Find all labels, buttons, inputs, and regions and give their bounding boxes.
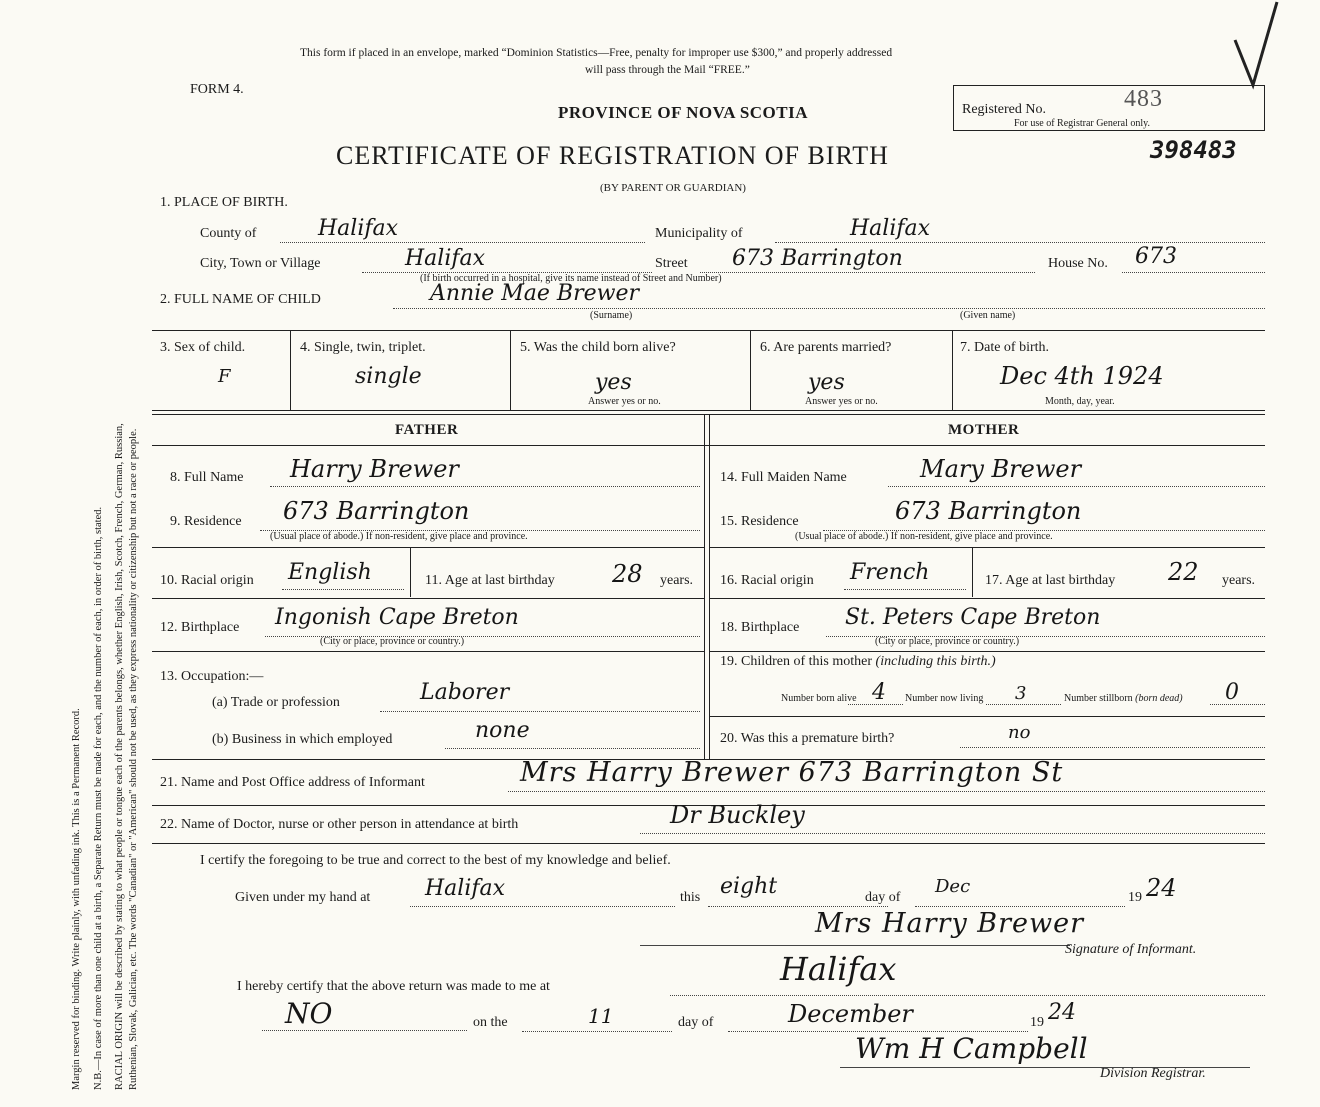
trade-value: Laborer — [420, 680, 510, 705]
stamp-number: 398483 — [1150, 136, 1237, 164]
signature-informant-label: Signature of Informant. — [1065, 942, 1197, 957]
sex-value: F — [218, 366, 231, 387]
given-name-note: (Given name) — [960, 310, 1016, 321]
day-of-label: day of — [865, 890, 901, 905]
margin-note-nb: N.B.—In case of more than one child at a birth, a Separate Return must be made for each, and the number of each, in order of birth, stated. — [93, 506, 104, 1090]
mother-birthplace-note: (City or place, province or country.) — [875, 636, 1020, 647]
surname-note: (Surname) — [590, 310, 633, 321]
stillborn-value: 0 — [1225, 680, 1239, 705]
father-heading: FATHER — [395, 422, 459, 438]
father-birthplace-value: Ingonish Cape Breton — [275, 605, 519, 630]
mother-birthplace-label: 18. Birthplace — [720, 620, 800, 635]
father-residence-label: 9. Residence — [170, 514, 242, 529]
mother-name-value: Mary Brewer — [920, 455, 1082, 483]
children-label-text: 19. Children of this mother — [720, 654, 873, 669]
father-residence-note: (Usual place of abode.) If non-resident, give place and province. — [270, 531, 528, 542]
mother-birthplace-value: St. Peters Cape Breton — [845, 605, 1101, 630]
parents-married-label: 6. Are parents married? — [760, 340, 892, 355]
date-of-birth-note: Month, day, year. — [1045, 396, 1115, 407]
child-name-value: Annie Mae Brewer — [430, 281, 639, 306]
given-month-value: Dec — [935, 876, 971, 897]
mother-heading: MOTHER — [948, 422, 1020, 438]
registrar-month-value: December — [788, 1000, 913, 1028]
father-age-label: 11. Age at last birthday — [425, 573, 555, 588]
informant-signature: Mrs Harry Brewer — [815, 908, 1085, 939]
check-mark-icon — [1225, 0, 1285, 100]
stillborn-italic: (born dead) — [1135, 693, 1183, 704]
place-of-birth-label: 1. PLACE OF BIRTH. — [160, 195, 288, 210]
father-age-unit: years. — [660, 573, 694, 588]
born-alive-label: 5. Was the child born alive? — [520, 340, 676, 355]
business-value: none — [475, 718, 530, 743]
mother-name-label: 14. Full Maiden Name — [720, 470, 847, 485]
mother-age-unit: years. — [1222, 573, 1256, 588]
registrar-day-of-label: day of — [678, 1015, 714, 1030]
father-name-value: Harry Brewer — [290, 455, 459, 483]
mother-residence-note: (Usual place of abode.) If non-resident, give place and province. — [795, 531, 1053, 542]
sex-label: 3. Sex of child. — [160, 340, 246, 355]
father-birthplace-label: 12. Birthplace — [160, 620, 240, 635]
father-birthplace-note: (City or place, province or country.) — [320, 636, 465, 647]
registered-note: For use of Registrar General only. — [1014, 118, 1150, 129]
father-racial-label: 10. Racial origin — [160, 573, 254, 588]
mail-notice: This form if placed in an envelope, marked “Dominion Statistics—Free, penalty for improper use $300,” and properly addressed — [300, 47, 893, 59]
trade-label: (a) Trade or profession — [212, 695, 340, 710]
father-age-value: 28 — [612, 560, 643, 588]
municipality-label: Municipality of — [655, 226, 743, 241]
county-value: Halifax — [318, 216, 399, 241]
mother-racial-value: French — [850, 560, 930, 585]
street-label: Street — [655, 256, 688, 271]
plurality-value: single — [355, 364, 422, 389]
mother-age-value: 22 — [1168, 558, 1199, 586]
registered-number-box — [953, 85, 1265, 131]
mail-notice-free: will pass through the Mail “FREE.” — [585, 64, 750, 76]
given-year-prefix: 19 — [1128, 890, 1142, 905]
certification-statement: I certify the foregoing to be true and correct to the best of my knowledge and belief. — [200, 853, 671, 868]
now-living-value: 3 — [1015, 683, 1027, 704]
father-name-label: 8. Full Name — [170, 470, 244, 485]
child-name-label: 2. FULL NAME OF CHILD — [160, 292, 321, 307]
on-the-label: on the — [473, 1015, 508, 1030]
parents-married-value: yes — [808, 370, 845, 395]
house-label: House No. — [1048, 256, 1108, 271]
parents-married-note: Answer yes or no. — [805, 396, 878, 407]
father-residence-value: 673 Barrington — [283, 497, 470, 525]
children-label — [720, 654, 996, 670]
born-alive-note: Answer yes or no. — [588, 396, 661, 407]
city-value: Halifax — [405, 246, 486, 271]
registrar-year-value: 24 — [1048, 1000, 1076, 1025]
date-of-birth-label: 7. Date of birth. — [960, 340, 1050, 355]
margin-note-racial-2: Ruthenian, Slovak, Galician, etc. The words "Canadian" or "American" should not be used, as they express nationality or citizenship but not a race or people. — [128, 428, 139, 1090]
mother-racial-label: 16. Racial origin — [720, 573, 814, 588]
municipality-value: Halifax — [850, 216, 931, 241]
province-heading: PROVINCE OF NOVA SCOTIA — [558, 103, 809, 122]
registrar-day-value: 11 — [588, 1004, 614, 1028]
registrar-signature: Wm H Campbell — [855, 1032, 1088, 1065]
registrar-place-value: Halifax — [780, 950, 897, 988]
stillborn-label — [1064, 693, 1183, 704]
house-value: 673 — [1135, 244, 1177, 269]
doctor-label: 22. Name of Doctor, nurse or other person in attendance at birth — [160, 817, 519, 832]
registered-label: Registered No. — [962, 102, 1046, 117]
informant-label: 21. Name and Post Office address of Informant — [160, 775, 425, 790]
doctor-value: Dr Buckley — [670, 801, 805, 829]
given-year-value: 24 — [1146, 874, 1177, 902]
registrar-extra-value: NO — [285, 997, 333, 1030]
born-alive-count-label: Number born alive — [781, 693, 857, 704]
date-of-birth-value: Dec 4th 1924 — [1000, 362, 1164, 390]
certificate-subtitle: (BY PARENT OR GUARDIAN) — [600, 182, 746, 194]
division-registrar-label: Division Registrar. — [1100, 1066, 1206, 1081]
street-value: 673 Barrington — [732, 246, 903, 271]
given-under-label: Given under my hand at — [235, 890, 371, 905]
born-alive-count-value: 4 — [872, 680, 886, 705]
margin-note-binding: Margin reserved for binding. Write plainly, with unfading ink. This is a Permanent Record. — [71, 708, 82, 1090]
county-label: County of — [200, 226, 257, 241]
city-label: City, Town or Village — [200, 256, 321, 271]
registrar-year-prefix: 19 — [1030, 1015, 1044, 1030]
occupation-label: 13. Occupation:— — [160, 669, 264, 684]
business-label: (b) Business in which employed — [212, 732, 393, 747]
children-label-italic: (including this birth.) — [875, 654, 996, 669]
mother-age-label: 17. Age at last birthday — [985, 573, 1116, 588]
plurality-label: 4. Single, twin, triplet. — [300, 340, 426, 355]
margin-note-racial-1: RACIAL ORIGIN will be described by stating to what people or tongue each of the parents belongs, whether English, Irish, Scotch, French, German, Russian, — [114, 423, 125, 1090]
this-day-value: eight — [720, 874, 778, 899]
now-living-label: Number now living — [905, 693, 984, 704]
mother-residence-value: 673 Barrington — [895, 497, 1082, 525]
registrar-statement: I hereby certify that the above return was made to me at — [237, 979, 550, 994]
premature-label: 20. Was this a premature birth? — [720, 731, 895, 746]
registered-value: 483 — [1124, 86, 1163, 112]
born-alive-value: yes — [595, 370, 632, 395]
mother-residence-label: 15. Residence — [720, 514, 799, 529]
certificate-title: CERTIFICATE OF REGISTRATION OF BIRTH — [336, 141, 889, 170]
hospital-note: (If birth occurred in a hospital, give its name instead of Street and Number) — [420, 273, 722, 284]
this-label: this — [680, 890, 701, 905]
form-number: FORM 4. — [190, 82, 244, 97]
given-place-value: Halifax — [425, 876, 506, 901]
father-racial-value: English — [288, 560, 372, 585]
stillborn-label-text: Number stillborn — [1064, 693, 1133, 704]
informant-value: Mrs Harry Brewer 673 Barrington St — [520, 757, 1064, 788]
premature-value: no — [1008, 722, 1031, 743]
